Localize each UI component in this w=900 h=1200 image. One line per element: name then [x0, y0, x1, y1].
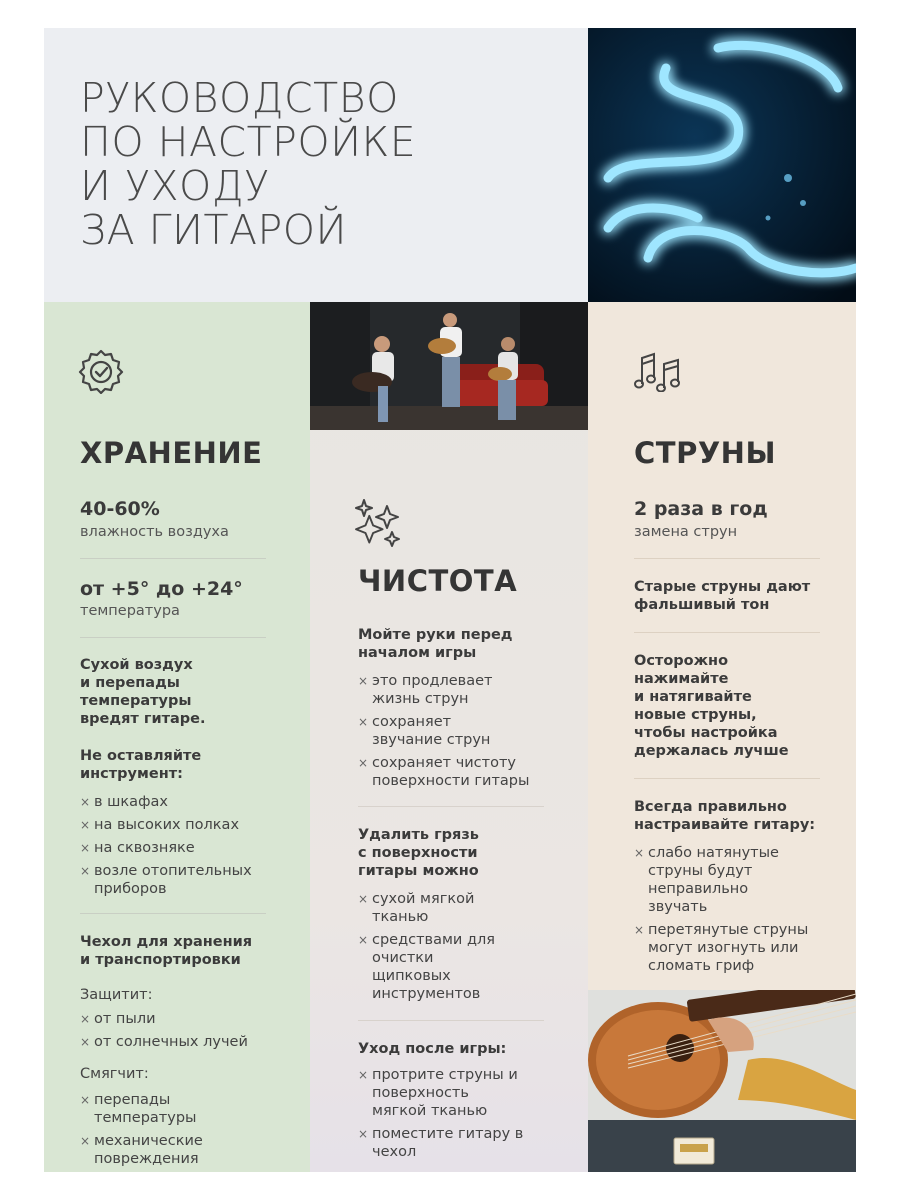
text-line: гитары можно — [358, 863, 479, 879]
list-item: × это продлевает жизнь струн — [358, 673, 493, 707]
text-line: с поверхности — [358, 845, 478, 861]
badge-check-icon — [78, 348, 124, 394]
list-item: × механические повреждения — [80, 1133, 203, 1167]
list-item: × перетянутые струны могут изогнуть или сломать гриф — [634, 922, 809, 974]
text-line: и транспортировки — [80, 952, 241, 968]
text-line: вредят гитаре. — [80, 711, 206, 727]
humidity-value: 40-60% — [80, 498, 160, 520]
text-line: нажимайте — [634, 671, 729, 687]
strings-title: СТРУНЫ — [634, 436, 776, 470]
bullet-x-icon: × — [80, 841, 91, 855]
bullet-x-icon: × — [358, 933, 369, 947]
divider — [80, 637, 266, 638]
list-item: × сохраняет чистоту поверхности гитары — [358, 755, 530, 789]
title-line: И УХОДУ — [80, 162, 270, 210]
dry-air-warning — [80, 656, 206, 728]
list-item: × средствами для очистки щипковых инструментов — [358, 932, 495, 1002]
cleanliness-title: ЧИСТОТА — [358, 564, 518, 598]
divider — [358, 806, 544, 807]
old-strings-note — [634, 578, 810, 614]
tune-list — [634, 844, 834, 980]
bullet-x-icon: × — [80, 795, 91, 809]
storage-column — [44, 302, 310, 1172]
title-line: РУКОВОДСТВО — [80, 74, 399, 122]
list-item: × перепады температуры — [80, 1092, 197, 1126]
text-line: фальшивый тон — [634, 597, 770, 613]
list-item: × сухой мягкой тканью — [358, 891, 475, 925]
bullet-x-icon: × — [634, 923, 645, 937]
text-line: началом игры — [358, 645, 477, 661]
text-line: новые струны, — [634, 707, 757, 723]
bullet-x-icon: × — [80, 1035, 91, 1049]
text-line: температуры — [80, 693, 192, 709]
replace-frequency-label: замена струн — [634, 524, 738, 540]
music-notes-icon — [634, 350, 682, 392]
humidity-label: влажность воздуха — [80, 524, 229, 540]
softens-list — [80, 1091, 220, 1173]
bullet-x-icon: × — [80, 1093, 91, 1107]
list-item: × протрите струны и поверхность мягкой тканью — [358, 1067, 518, 1119]
dont-leave-heading — [80, 747, 201, 783]
bullet-x-icon: × — [358, 756, 369, 770]
guitar-playing-photo — [588, 990, 856, 1172]
text-line: Осторожно — [634, 653, 729, 669]
title-line: ЗА ГИТАРОЙ — [80, 206, 347, 254]
text-line: Старые струны дают — [634, 579, 811, 595]
list-item: × от солнечных лучей — [80, 1034, 248, 1050]
sparkles-icon — [354, 498, 404, 548]
text-line: чтобы настройка — [634, 725, 778, 741]
bullet-x-icon: × — [80, 1012, 91, 1026]
divider — [634, 558, 820, 559]
bullet-x-icon: × — [358, 1068, 369, 1082]
protects-label: Защитит: — [80, 987, 153, 1003]
divider — [634, 632, 820, 633]
remove-dirt-list — [358, 890, 518, 1008]
page-title — [80, 76, 416, 252]
dont-leave-list — [80, 793, 280, 903]
text-line: Всегда правильно — [634, 799, 787, 815]
after-play-heading: Уход после игры: — [358, 1041, 507, 1057]
neon-sign-photo — [588, 28, 856, 302]
tune-heading — [634, 798, 815, 834]
list-item: × возле отопительных приборов — [80, 863, 252, 897]
text-line: держалась лучше — [634, 743, 789, 759]
bullet-x-icon: × — [80, 1134, 91, 1148]
text-line: Не оставляйте — [80, 748, 202, 764]
list-item: × сохраняет звучание струн — [358, 714, 491, 748]
bullet-x-icon: × — [358, 892, 369, 906]
bullet-x-icon: × — [358, 674, 369, 688]
divider — [80, 558, 266, 559]
list-item: × в шкафах — [80, 794, 168, 810]
case-heading — [80, 933, 252, 969]
wash-hands-list — [358, 672, 558, 795]
bullet-x-icon: × — [634, 846, 645, 860]
list-item: × на высоких полках — [80, 817, 240, 833]
text-line: инструмент: — [80, 766, 183, 782]
text-line: Сухой воздух — [80, 657, 193, 673]
text-line: Чехол для хранения — [80, 934, 253, 950]
list-item: × поместите гитару в чехол — [358, 1126, 524, 1160]
bullet-x-icon: × — [80, 818, 91, 832]
replace-frequency-value: 2 раза в год — [634, 498, 768, 520]
text-line: и перепады — [80, 675, 180, 691]
divider — [80, 913, 266, 914]
wash-hands-heading — [358, 626, 513, 662]
protects-list — [80, 1010, 280, 1056]
text-line: Удалить грязь — [358, 827, 479, 843]
divider — [634, 778, 820, 779]
text-line: настраивайте гитару: — [634, 817, 816, 833]
softens-label: Смягчит: — [80, 1066, 149, 1082]
list-item: × от пыли — [80, 1011, 156, 1027]
cleanliness-column — [310, 302, 588, 1172]
bullet-x-icon: × — [358, 1127, 369, 1141]
after-play-list — [358, 1066, 528, 1166]
divider — [358, 1020, 544, 1021]
storage-title: ХРАНЕНИЕ — [80, 436, 263, 470]
list-item: × слабо натянутые струны будут неправильно звучать — [634, 845, 779, 915]
temperature-value: от +5° до +24° — [80, 578, 243, 600]
title-line: ПО НАСТРОЙКЕ — [80, 118, 417, 166]
bullet-x-icon: × — [358, 715, 369, 729]
musicians-photo — [310, 302, 588, 430]
list-item: × на сквозняке — [80, 840, 195, 856]
remove-dirt-heading — [358, 826, 479, 880]
careful-note — [634, 652, 789, 760]
text-line: и натягивайте — [634, 689, 752, 705]
bullet-x-icon: × — [80, 864, 91, 878]
text-line: Мойте руки перед — [358, 627, 513, 643]
temperature-label: температура — [80, 603, 180, 619]
header-panel — [44, 28, 588, 302]
guitar-care-leaflet — [44, 28, 856, 1172]
